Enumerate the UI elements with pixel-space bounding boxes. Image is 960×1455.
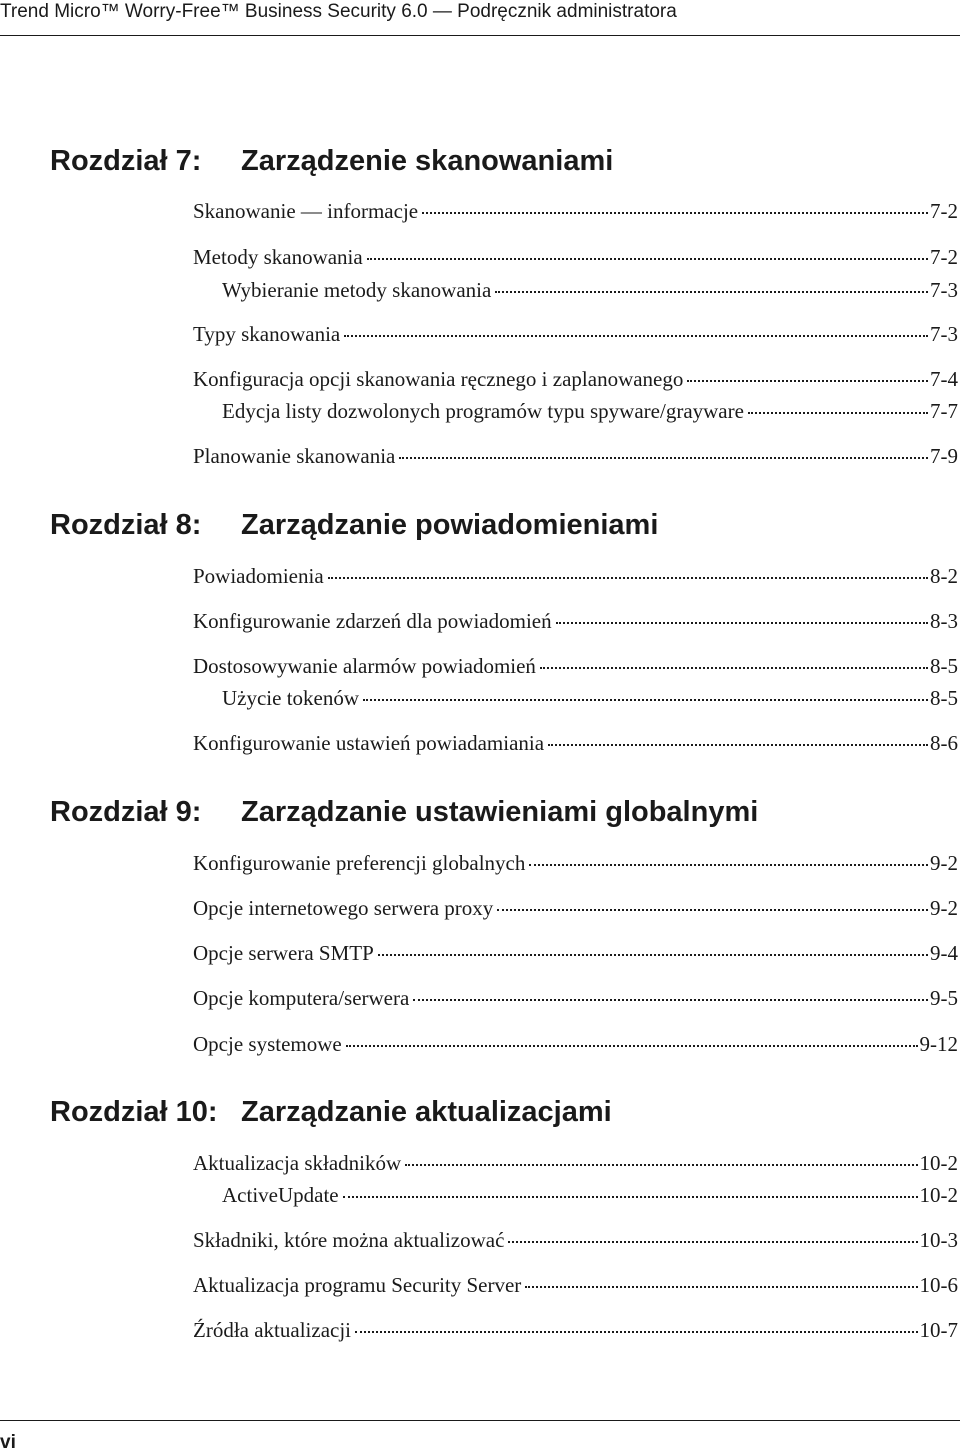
toc-entry-text: Opcje komputera/serwera bbox=[193, 986, 410, 1010]
toc-entry-page: 10-3 bbox=[919, 1228, 958, 1252]
dot-leader bbox=[378, 954, 928, 956]
toc-entry-page: 7-3 bbox=[930, 322, 958, 346]
toc-entry[interactable] bbox=[193, 1272, 958, 1298]
toc-entry[interactable] bbox=[193, 608, 958, 634]
dot-leader bbox=[344, 335, 928, 337]
chapter-title: Zarządzanie aktualizacjami bbox=[241, 1096, 612, 1128]
toc-entry-text: ActiveUpdate bbox=[222, 1183, 339, 1207]
toc-entry[interactable] bbox=[193, 1150, 958, 1176]
toc-entry-text: Opcje systemowe bbox=[193, 1032, 342, 1056]
dot-leader bbox=[363, 699, 928, 701]
toc-entry-text: Powiadomienia bbox=[193, 564, 324, 588]
toc-entry[interactable] bbox=[193, 366, 958, 392]
toc-entry-page: 10-2 bbox=[919, 1151, 958, 1175]
toc-entry[interactable] bbox=[193, 850, 958, 876]
dot-leader bbox=[529, 864, 928, 866]
dot-leader bbox=[355, 1331, 917, 1333]
toc-entry-text: Dostosowywanie alarmów powiadomień bbox=[193, 654, 536, 678]
dot-leader bbox=[556, 622, 928, 624]
toc-entry[interactable] bbox=[193, 563, 958, 589]
toc-entry-page: 9-2 bbox=[930, 851, 958, 875]
toc-entry-page: 7-9 bbox=[930, 444, 958, 468]
dot-leader bbox=[422, 212, 928, 214]
dot-leader bbox=[346, 1045, 918, 1047]
header-divider bbox=[0, 35, 960, 36]
running-header: Trend Micro™ Worry-Free™ Business Security 6.0 — Podręcznik administratora bbox=[0, 1, 677, 22]
dot-leader bbox=[548, 744, 928, 746]
toc-entry[interactable] bbox=[193, 244, 958, 270]
toc-entry-page: 10-2 bbox=[919, 1183, 958, 1207]
toc-entry-page: 8-5 bbox=[930, 654, 958, 678]
page-number: vi bbox=[0, 1432, 16, 1453]
toc-entry-page: 9-4 bbox=[930, 941, 958, 965]
chapter-number: Rozdział 8: bbox=[50, 509, 202, 541]
chapter-number: Rozdział 10: bbox=[50, 1096, 218, 1128]
toc-entry[interactable] bbox=[193, 895, 958, 921]
toc-entry-page: 7-4 bbox=[930, 367, 958, 391]
toc-entry[interactable] bbox=[193, 1227, 958, 1253]
toc-entry-text: Skanowanie — informacje bbox=[193, 199, 419, 223]
toc-entry-text: Planowanie skanowania bbox=[193, 444, 396, 468]
chapter-title: Zarządzenie skanowaniami bbox=[241, 145, 614, 177]
dot-leader bbox=[540, 667, 928, 669]
toc-entry-text: Metody skanowania bbox=[193, 245, 363, 269]
toc-entry-text: Opcje internetowego serwera proxy bbox=[193, 896, 494, 920]
dot-leader bbox=[367, 258, 928, 260]
chapter-title: Zarządzanie powiadomieniami bbox=[241, 509, 659, 541]
toc-entry-page: 7-2 bbox=[930, 245, 958, 269]
chapter-heading bbox=[50, 144, 614, 178]
dot-leader bbox=[748, 412, 928, 414]
toc-entry-page: 8-5 bbox=[930, 686, 958, 710]
toc-subentry[interactable] bbox=[222, 398, 958, 424]
toc-subentry[interactable] bbox=[222, 685, 958, 711]
toc-entry[interactable] bbox=[193, 985, 958, 1011]
toc-subentry[interactable] bbox=[222, 277, 958, 303]
toc-entry[interactable] bbox=[193, 653, 958, 679]
toc-entry-page: 7-3 bbox=[930, 278, 958, 302]
toc-entry-text: Konfiguracja opcji skanowania ręcznego i zaplanowanego bbox=[193, 367, 684, 391]
toc-entry-text: Składniki, które można aktualizować bbox=[193, 1228, 505, 1252]
dot-leader bbox=[497, 909, 928, 911]
toc-entry-text: Aktualizacja składników bbox=[193, 1151, 402, 1175]
toc-entry-text: Konfigurowanie ustawień powiadamiania bbox=[193, 731, 545, 755]
dot-leader bbox=[687, 380, 928, 382]
dot-leader bbox=[525, 1286, 917, 1288]
toc-entry-page: 8-6 bbox=[930, 731, 958, 755]
toc-entry[interactable] bbox=[193, 1031, 958, 1057]
chapter-heading bbox=[50, 795, 759, 829]
toc-entry-page: 8-3 bbox=[930, 609, 958, 633]
toc-entry-page: 8-2 bbox=[930, 564, 958, 588]
dot-leader bbox=[495, 291, 928, 293]
toc-entry-text: Konfigurowanie zdarzeń dla powiadomień bbox=[193, 609, 552, 633]
dot-leader bbox=[413, 999, 928, 1001]
dot-leader bbox=[399, 457, 928, 459]
toc-entry[interactable] bbox=[193, 443, 958, 469]
dot-leader bbox=[328, 577, 928, 579]
toc-entry-text: Opcje serwera SMTP bbox=[193, 941, 374, 965]
dot-leader bbox=[508, 1241, 917, 1243]
toc-subentry[interactable] bbox=[222, 1182, 958, 1208]
toc-entry-page: 9-2 bbox=[930, 896, 958, 920]
dot-leader bbox=[343, 1196, 918, 1198]
toc-entry-page: 7-7 bbox=[930, 399, 958, 423]
toc-entry[interactable] bbox=[193, 198, 958, 224]
toc-entry-text: Typy skanowania bbox=[193, 322, 341, 346]
toc-entry-text: Konfigurowanie preferencji globalnych bbox=[193, 851, 526, 875]
toc-entry[interactable] bbox=[193, 321, 958, 347]
toc-entry-text: Wybieranie metody skanowania bbox=[222, 278, 492, 302]
chapter-title: Zarządzanie ustawieniami globalnymi bbox=[241, 796, 759, 828]
toc-entry-text: Źródła aktualizacji bbox=[193, 1318, 352, 1342]
toc-entry[interactable] bbox=[193, 1317, 958, 1343]
toc-entry-text: Użycie tokenów bbox=[222, 686, 360, 710]
chapter-heading bbox=[50, 1095, 612, 1129]
chapter-number: Rozdział 9: bbox=[50, 796, 202, 828]
chapter-heading bbox=[50, 508, 659, 542]
toc-entry-text: Aktualizacja programu Security Server bbox=[193, 1273, 522, 1297]
toc-entry[interactable] bbox=[193, 940, 958, 966]
dot-leader bbox=[405, 1164, 917, 1166]
chapter-number: Rozdział 7: bbox=[50, 145, 202, 177]
toc-entry[interactable] bbox=[193, 730, 958, 756]
toc-entry-page: 9-12 bbox=[919, 1032, 958, 1056]
toc-entry-page: 10-7 bbox=[919, 1318, 958, 1342]
footer-divider bbox=[0, 1420, 960, 1421]
toc-entry-text: Edycja listy dozwolonych programów typu spyware/grayware bbox=[222, 399, 744, 423]
toc-entry-page: 9-5 bbox=[930, 986, 958, 1010]
toc-entry-page: 10-6 bbox=[919, 1273, 958, 1297]
toc-entry-page: 7-2 bbox=[930, 199, 958, 223]
